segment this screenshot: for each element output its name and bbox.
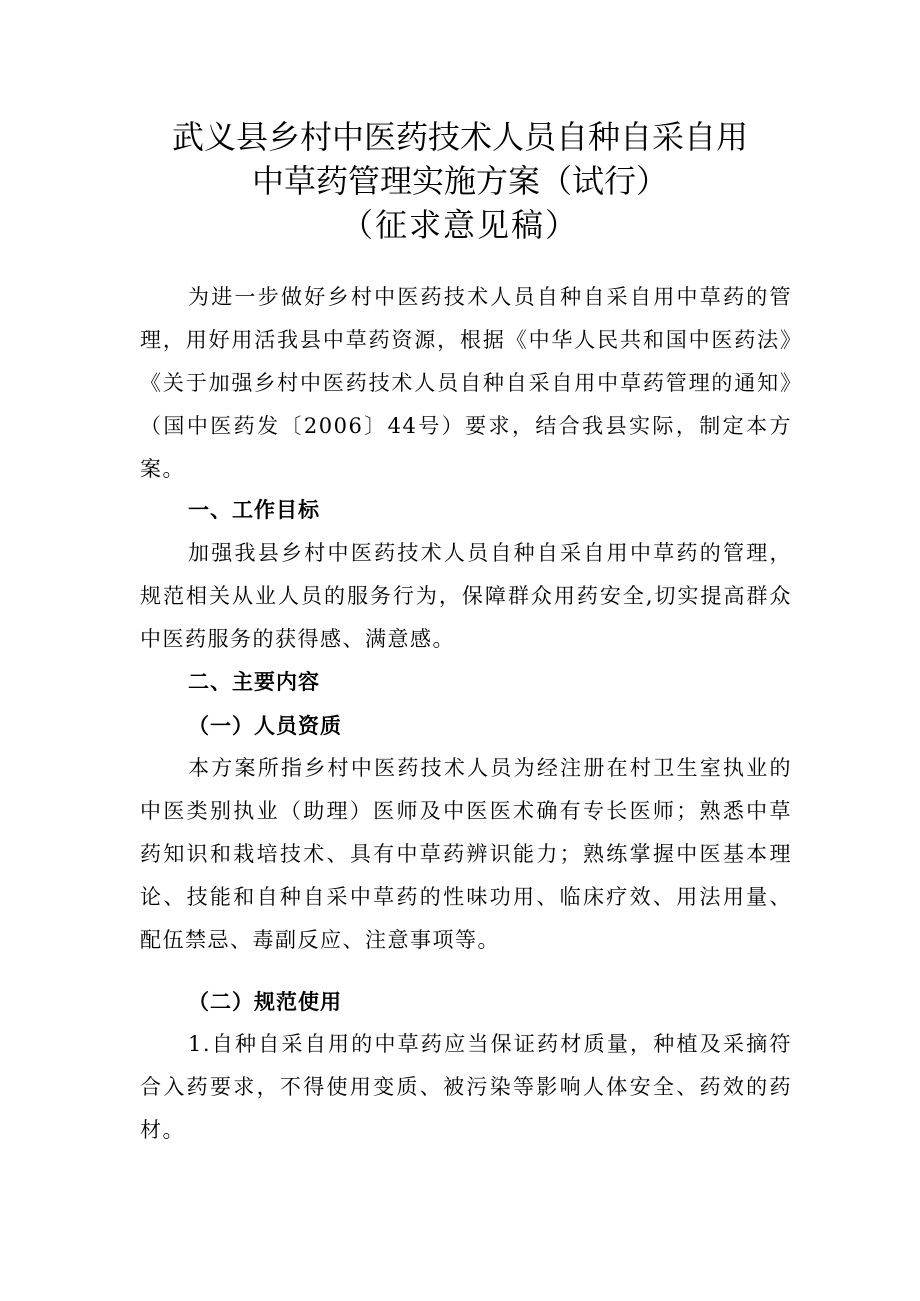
subsection1-paragraph: 本方案所指乡村中医药技术人员为经注册在村卫生室执业的中医类别执业（助理）医师及中医医术确有专长医师；熟悉中草药知识和栽培技术、具有中草药辨识能力；熟练掌握中医基本理论、技能和自种自采中草药的性味功用、临床疗效、用法用量、配伍禁忌、毒副反应、注意事项等。 (140, 756, 792, 952)
document-title-line2: 中草药管理实施方案（试行） (251, 162, 668, 200)
section2-heading: 二、主要内容 (188, 670, 320, 694)
item1-paragraph: 1.自种自采自用的中草药应当保证药材质量，种植及采摘符合入药要求，不得使用变质、被污染等影响人体安全、药效的药材。 (140, 1032, 792, 1142)
section1-paragraph: 加强我县乡村中医药技术人员自种自采自用中草药的管理，规范相关从业人员的服务行为，保障群众用药安全,切实提高群众中医药服务的获得感、满意感。 (140, 541, 792, 651)
section1-heading: 一、工作目标 (188, 498, 320, 522)
document-title-line1: 武义县乡村中医药技术人员自种自采自用 (171, 118, 748, 156)
intro-paragraph: 为进一步做好乡村中医药技术人员自种自采自用中草药的管理，用好用活我县中草药资源，根据《中华人民共和国中医药法》《关于加强乡村中医药技术人员自种自采自用中草药管理的通知》（国中医药发〔2006〕44号）要求，结合我县实际，制定本方案。 (140, 285, 792, 481)
subsection1-heading: （一）人员资质 (188, 713, 342, 738)
document-title-line3: （征求意见稿） (340, 206, 579, 244)
subsection2-heading: （二）规范使用 (188, 989, 342, 1014)
